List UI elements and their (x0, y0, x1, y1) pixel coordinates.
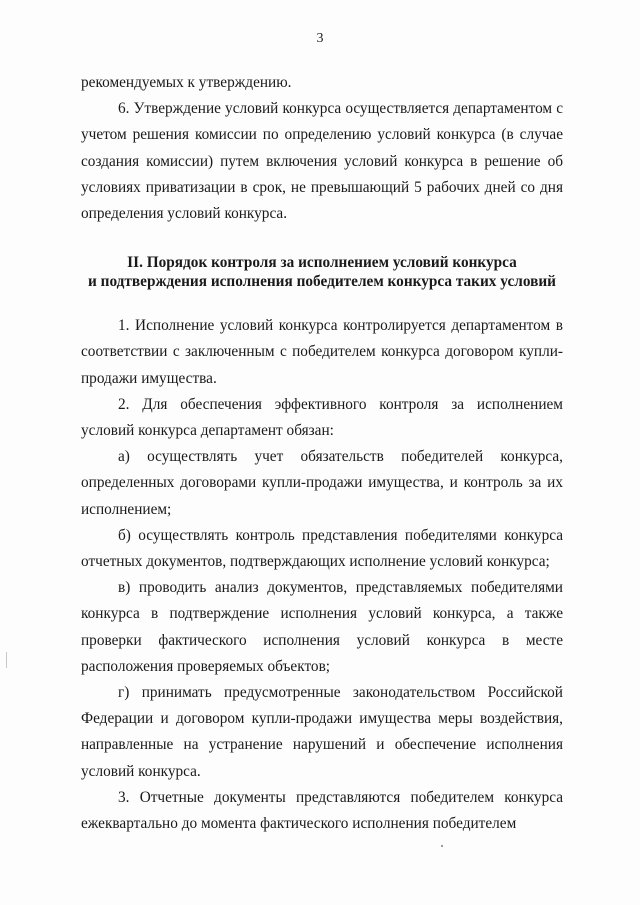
paragraph-subitem-a: а) осуществлять учет обязательств победителей конкурса, определенных договорами купли-продажи имущества, и контроль за их исполнением; (81, 448, 563, 518)
section-heading-line-2: и подтверждения исполнения победителем конкурса таких условий (88, 273, 556, 291)
page-number: 3 (316, 31, 324, 46)
paragraph-item-6: 6. Утверждение условий конкурса осуществляется департаментом с учетом решения комиссии по определению условий конкурса (в случае создания комиссии) путем включения условий конкурса в решение об условиях приватизации в срок, не превышающий 5 рабочих дней со дня определения условий конкурса. (81, 100, 563, 223)
section-heading (81, 253, 563, 291)
document-body (81, 70, 563, 837)
paragraph-subitem-g: г) принимать предусмотренные законодательством Российской Федерации и договором купли-продажи имущества меры воздействия, направленные на устранение нарушений и обеспечение исполнения условий конкурса. (81, 684, 563, 780)
section-heading-line-1: II. Порядок контроля за исполнением условий конкурса (127, 254, 517, 272)
paragraph-subitem-v: в) проводить анализ документов, представляемых победителями конкурса в подтверждение исполнения условий конкурса, а также проверки фактического исполнения условий конкурса в месте расположения проверяемых объектов; (81, 579, 563, 675)
paragraph-item-1: 1. Исполнение условий конкурса контролируется департаментом в соответствии с заключенным с победителем конкурса договором купли-продажи имущества. (81, 317, 563, 387)
paragraph-continuation: рекомендуемых к утверждению. (81, 74, 292, 91)
scan-artifact-dot (441, 845, 443, 847)
paragraph-item-3: 3. Отчетные документы представляются победителем конкурса ежеквартально до момента фактического исполнения победителем (81, 788, 563, 833)
paragraph-subitem-b: б) осуществлять контроль представления победителями конкурса отчетных документов, подтверждающих исполнение условий конкурса; (81, 526, 563, 571)
paragraph-item-2: 2. Для обеспечения эффективного контроля за исполнением условий конкурса департамент обязан: (81, 395, 563, 440)
scan-artifact-line (6, 652, 7, 668)
